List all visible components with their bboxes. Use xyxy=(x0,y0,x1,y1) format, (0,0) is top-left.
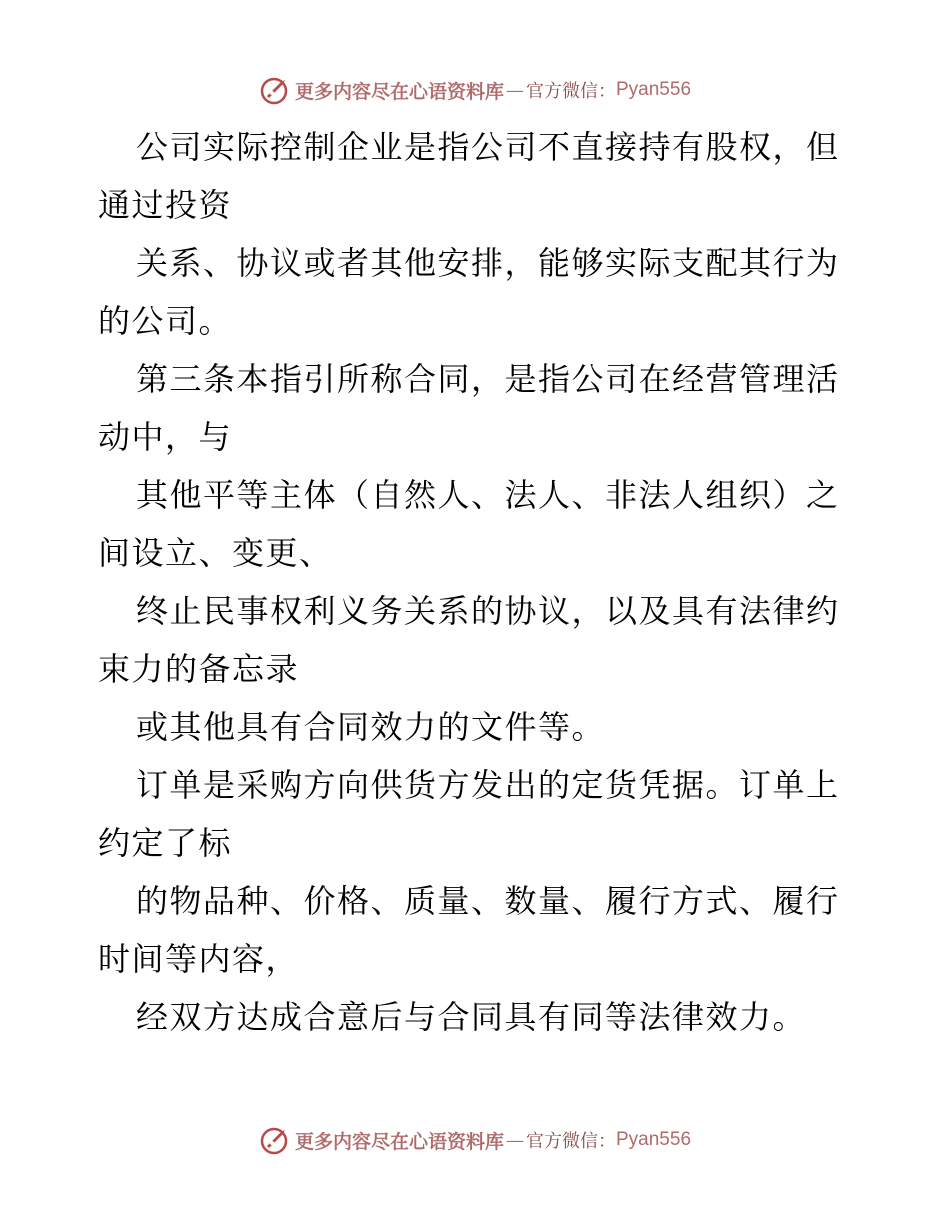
text-line: 约定了标 xyxy=(98,824,233,862)
text-line: 或其他具有合同效力的文件等。 xyxy=(136,708,606,746)
separator-dash: — xyxy=(506,1129,524,1151)
text-line: 其他平等主体（自然人、法人、非法人组织）之 xyxy=(136,476,840,514)
text-line: 的公司。 xyxy=(98,302,233,340)
text-line: 间设立、变更、 xyxy=(98,534,333,572)
wechat-id: Pyan556 xyxy=(616,1129,692,1150)
wechat-label: 官方微信： xyxy=(526,81,616,102)
text-line: 的物品种、价格、质量、数量、履行方式、履行 xyxy=(136,882,840,920)
text-line: 束力的备忘录 xyxy=(98,650,300,688)
text-line: 关系、协议或者其他安排，能够实际支配其行为 xyxy=(136,244,840,282)
quill-seal-icon xyxy=(259,74,291,106)
text-line: 通过投资 xyxy=(98,186,233,224)
quill-seal-icon xyxy=(259,1124,291,1156)
text-line: 订单是采购方向供货方发出的定货凭据。订单上 xyxy=(136,766,840,804)
wechat-id: Pyan556 xyxy=(616,79,692,100)
separator-dash: — xyxy=(506,79,524,101)
wechat-label: 官方微信： xyxy=(526,1131,616,1152)
site-name: 更多内容尽在心语资料库 xyxy=(294,80,504,103)
text-line: 经双方达成合意后与合同具有同等法律效力。 xyxy=(136,998,807,1036)
document-body xyxy=(98,118,858,1046)
site-name: 更多内容尽在心语资料库 xyxy=(294,1130,504,1153)
text-line: 公司实际控制企业是指公司不直接持有股权，但 xyxy=(136,128,840,166)
text-line: 第三条本指引所称合同，是指公司在经营管理活 xyxy=(136,360,840,398)
header-watermark xyxy=(0,72,950,108)
footer-watermark xyxy=(0,1122,950,1158)
text-line: 时间等内容， xyxy=(98,940,300,978)
text-line: 终止民事权利义务关系的协议，以及具有法律约 xyxy=(136,592,840,630)
text-line: 动中，与 xyxy=(98,418,233,456)
